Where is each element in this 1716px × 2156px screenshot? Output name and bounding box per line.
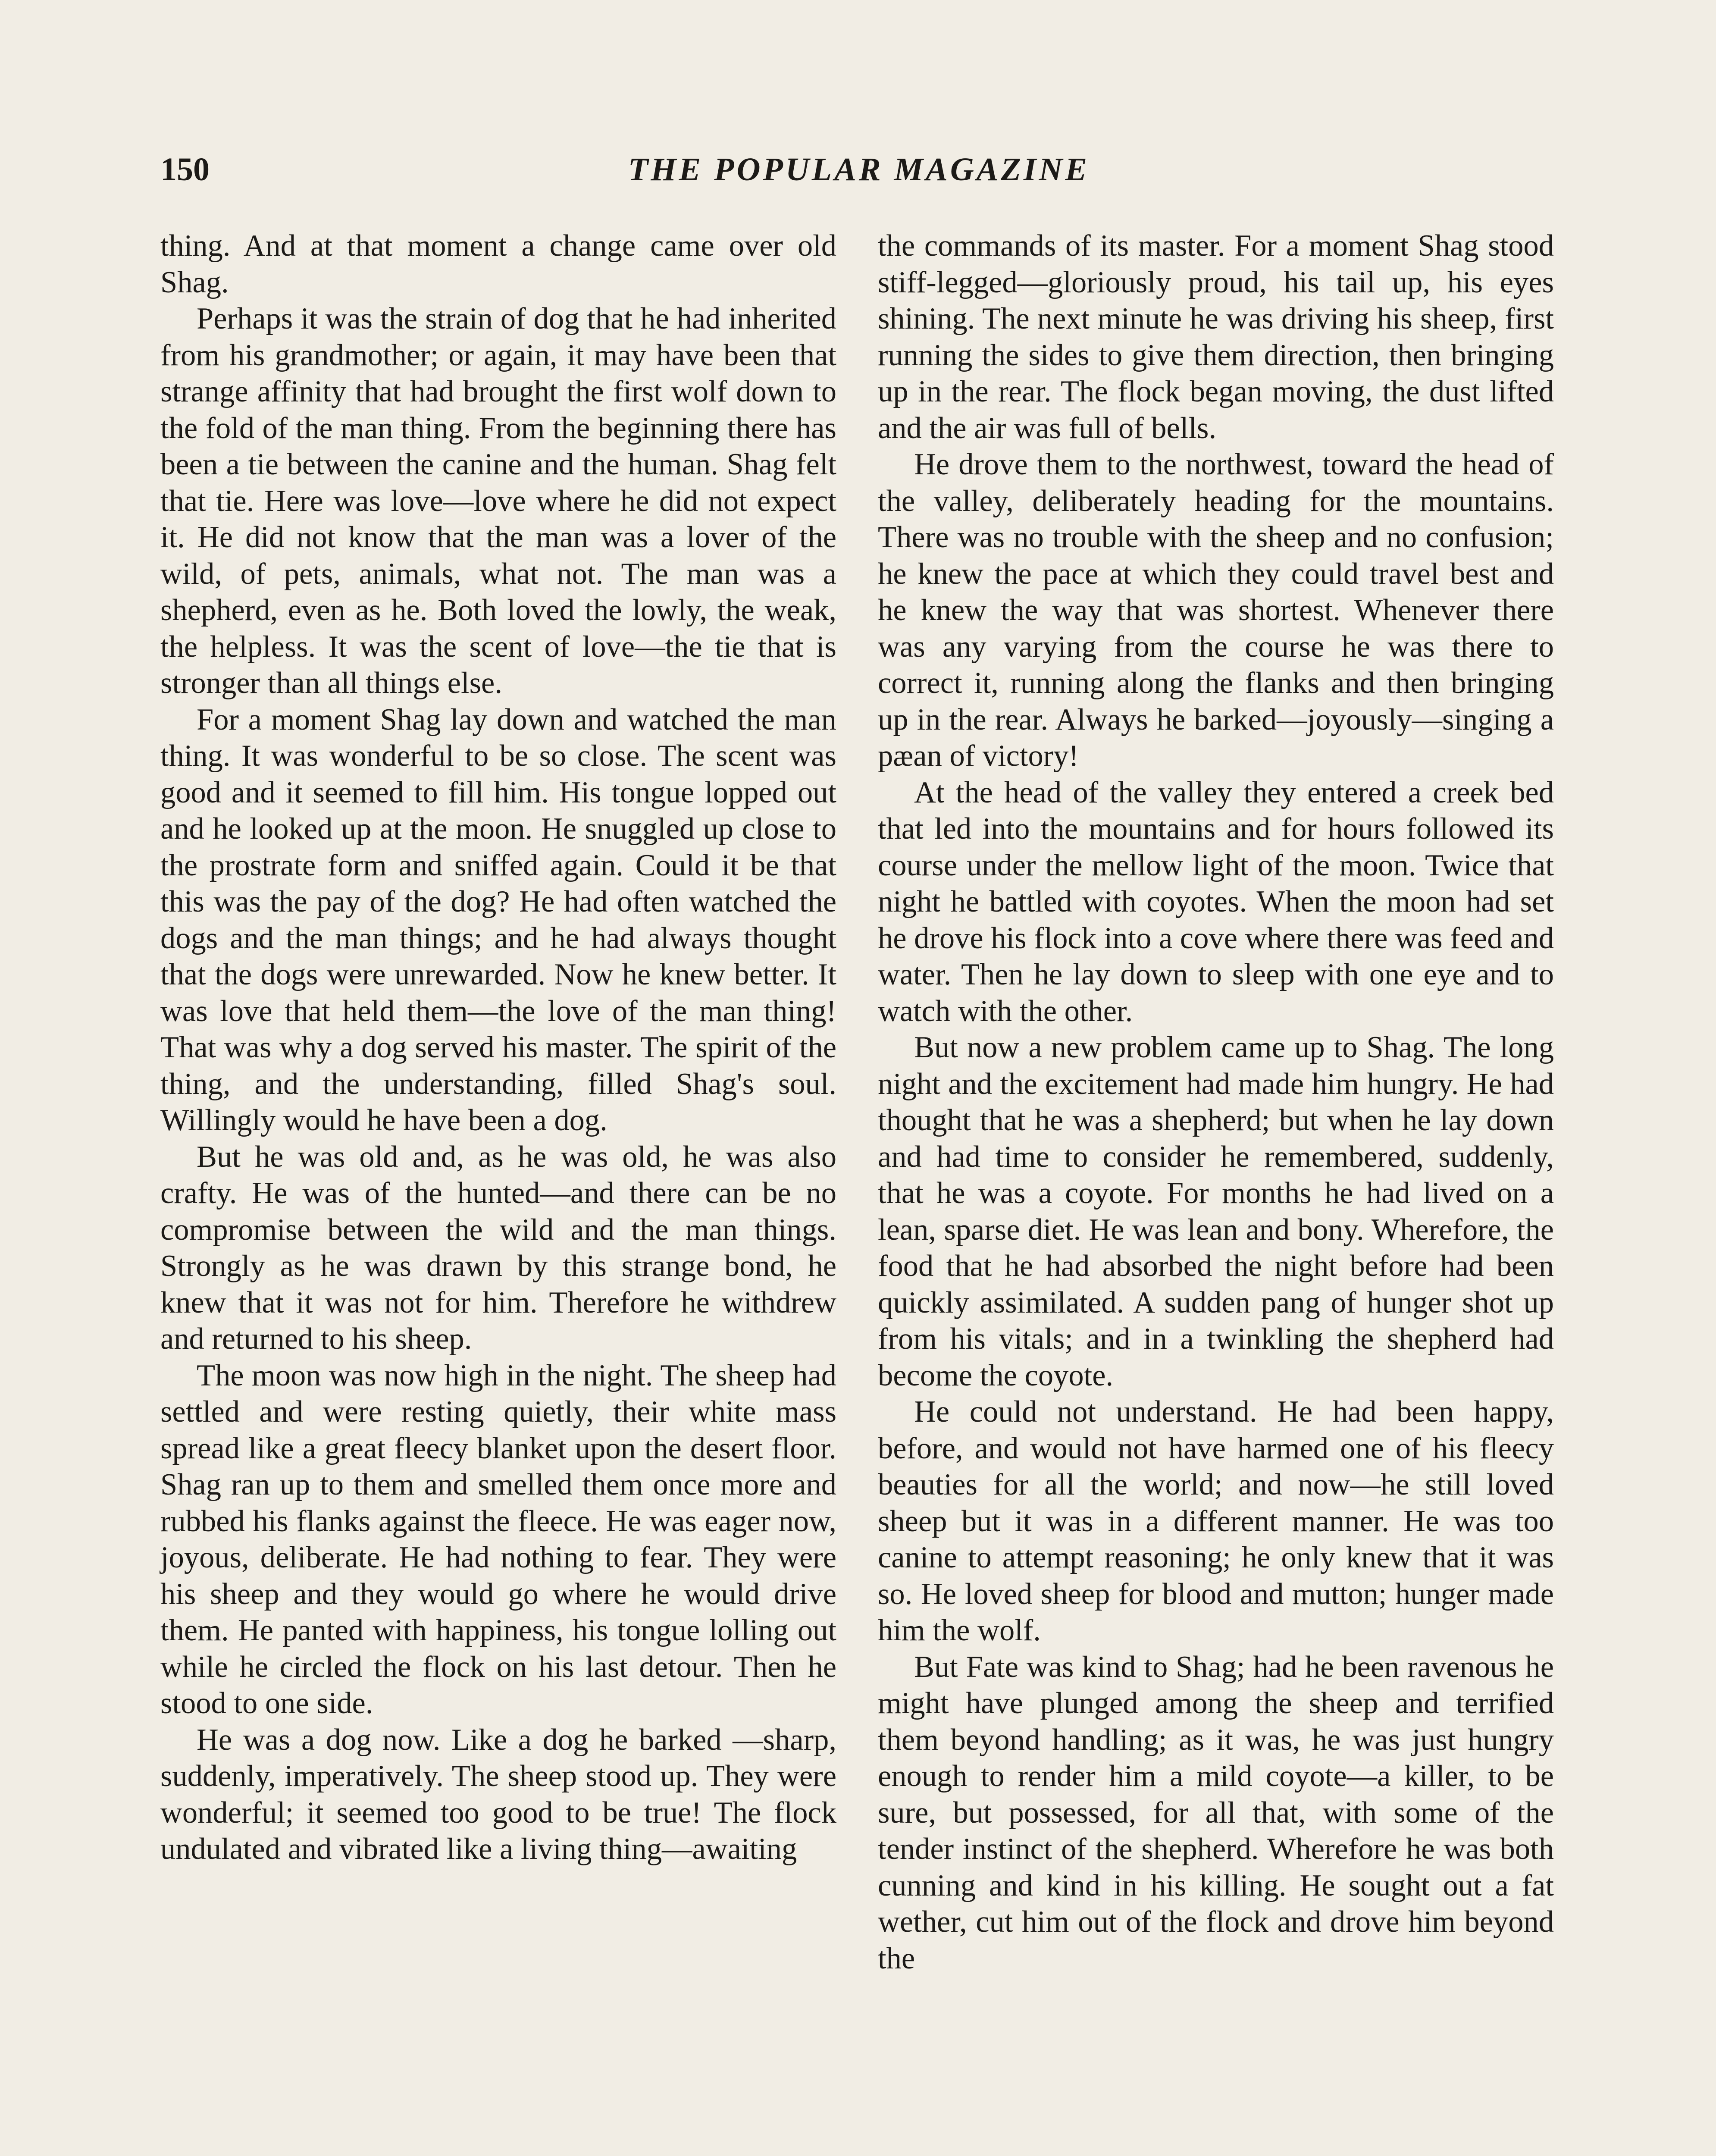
paragraph: He was a dog now. Like a dog he barked —sharp, suddenly, imperatively. The sheep stood up. They were wonderful; it seemed too good to be true! The flock undulated and vibrated like a living thing—awaiting <box>160 1723 836 1866</box>
right-column <box>878 228 1554 1977</box>
paragraph: The moon was now high in the night. The sheep had settled and were resting quietly, their white mass spread like a great fleecy blanket upon the desert floor. Shag ran up to them and smelled them once more and rubbed his flanks against the fleece. He was eager now, joyous, deliberate. He had nothing to fear. They were his sheep and they would go where he would drive them. He panted with happiness, his tongue lolling out while he circled the flock on his last detour. Then he stood to one side. <box>160 1358 836 1720</box>
paragraph: But he was old and, as he was old, he was also crafty. He was of the hunted—and there can be no compromise between the wild and the man things. Strongly as he was drawn by this strange bond, he knew that it was not for him. Therefore he withdrew and returned to his sheep. <box>160 1140 836 1356</box>
paragraph: Perhaps it was the strain of dog that he had inherited from his grandmother; or again, it may have been that strange affinity that had brought the first wolf down to the fold of the man thing. From the beginning there has been a tie between the canine and the human. Shag felt that tie. Here was love—love where he did not expect it. He did not know that the man was a lover of the wild, of pets, animals, what not. The man was a shepherd, even as he. Both loved the lowly, the weak, the helpless. It was the scent of love—the tie that is stronger than all things else. <box>160 302 836 700</box>
page-header <box>160 146 1557 193</box>
paragraph: the commands of its master. For a moment Shag stood stiff-legged—gloriously proud, his tail up, his eyes shining. The next minute he was driving his sheep, first running the sides to give them direction, then bringing up in the rear. The flock began moving, the dust lifted and the air was full of bells. <box>878 229 1554 445</box>
paragraph: At the head of the valley they entered a creek bed that led into the mountains and for hours followed its course under the mellow light of the moon. Twice that night he battled with coyotes. When the moon had set he drove his flock into a cove where there was feed and water. Then he lay down to sleep with one eye and to watch with the other. <box>878 775 1554 1028</box>
paragraph: thing. And at that moment a change came over old Shag. <box>160 229 836 299</box>
running-title: THE POPULAR MAGAZINE <box>628 151 1090 188</box>
page-number: 150 <box>160 151 210 188</box>
paragraph: But Fate was kind to Shag; had he been ravenous he might have plunged among the sheep and terrified them beyond handling; as it was, he was just hungry enough to render him a mild coyote—a killer, to be sure, but possessed, for all that, with some of the tender instinct of the shepherd. Wherefore he was both cunning and kind in his killing. He sought out a fat wether, cut him out of the flock and drove him beyond the <box>878 1650 1554 1975</box>
left-column <box>160 228 836 1868</box>
paragraph: But now a new problem came up to Shag. The long night and the excitement had made him hungry. He had thought that he was a shepherd; but when he lay down and had time to consider he remembered, suddenly, that he was a coyote. For months he had lived on a lean, sparse diet. He was lean and bony. Wherefore, the food that he had absorbed the night before had been quickly assimilated. A sudden pang of hunger shot up from his vitals; and in a twinkling the shepherd had become the coyote. <box>878 1031 1554 1392</box>
paragraph: For a moment Shag lay down and watched the man thing. It was wonderful to be so close. The scent was good and it seemed to fill him. His tongue lopped out and he looked up at the moon. He snuggled up close to the prostrate form and sniffed again. Could it be that this was the pay of the dog? He had often watched the dogs and the man things; and he had always thought that the dogs were unrewarded. Now he knew better. It was love that held them—the love of the man thing! That was why a dog served his master. The spirit of the thing, and the understanding, filled Shag's soul. Willingly would he have been a dog. <box>160 702 836 1137</box>
paragraph: He drove them to the northwest, toward the head of the valley, deliberately heading for the mountains. There was no trouble with the sheep and no confusion; he knew the pace at which they could travel best and he knew the way that was shortest. Whenever there was any varying from the course he was there to correct it, running along the flanks and then bringing up in the rear. Always he barked—joyously—singing a pæan of victory! <box>878 448 1554 773</box>
paragraph: He could not understand. He had been happy, before, and would not have harmed one of his fleecy beauties for all the world; and now—he still loved sheep but it was in a different manner. He was too canine to attempt reasoning; he only knew that it was so. He loved sheep for blood and mutton; hunger made him the wolf. <box>878 1395 1554 1647</box>
